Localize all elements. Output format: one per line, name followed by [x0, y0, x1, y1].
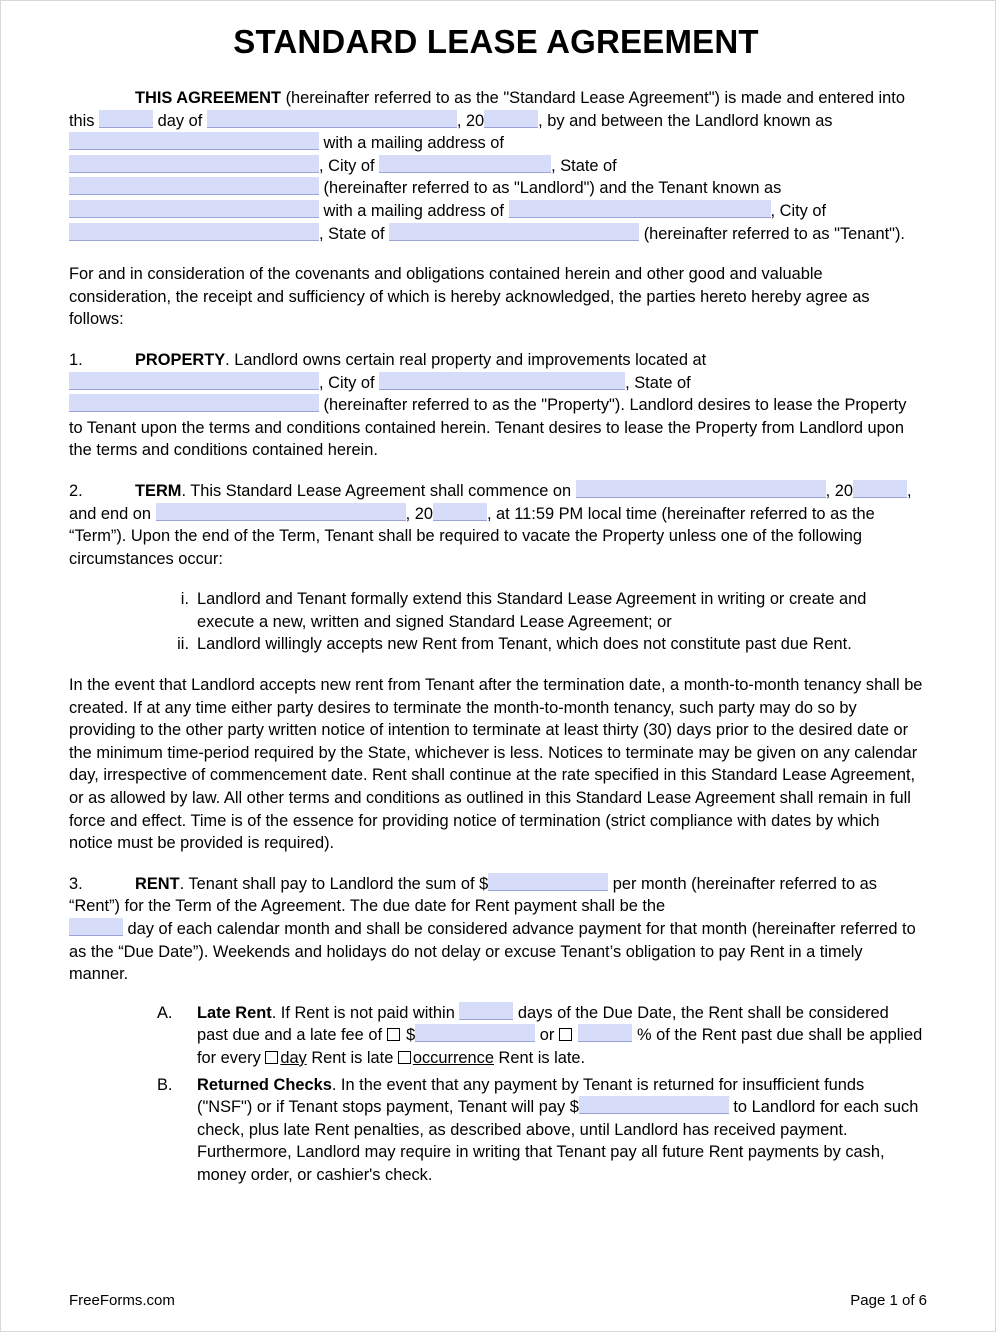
returned-checks-text-2: to Landlord for each such check, plus late Rent penalties, as described above, until Landlord has received payment. Furthermore, Landlord may require in writing that Tenant pay all future Rent payments by cash, money order, or cashier's check. — [197, 1098, 919, 1184]
field-rent-amount[interactable] — [488, 873, 608, 891]
list-item — [69, 633, 923, 656]
list-text: Landlord and Tenant formally extend this Standard Lease Agreement in writing or create and execute a new, written and signed Standard Lease Agreement; or — [197, 590, 867, 631]
intro-text-7: , State of — [551, 156, 617, 175]
late-rent-text-1: . If Rent is not paid within — [271, 1003, 460, 1022]
field-tenant-name[interactable] — [69, 200, 319, 218]
page-title: STANDARD LEASE AGREEMENT — [233, 23, 759, 60]
term-text-4: , 20 — [405, 504, 433, 523]
field-late-fee-percent[interactable] — [578, 1024, 632, 1042]
intro-lead: THIS AGREEMENT — [135, 89, 282, 107]
section-rent — [69, 873, 923, 986]
section-term — [69, 480, 923, 570]
subsection-heading-returned-checks: Returned Checks — [197, 1075, 332, 1094]
intro-text-1: (hereinafter referred to as the "Standard Lease Agreement") is made and entered into this — [69, 89, 905, 130]
term-text-1: . This Standard Lease Agreement shall commence on — [181, 481, 576, 500]
consideration-paragraph: For and in consideration of the covenants and obligations contained herein and other good and valuable consideration, the receipt and sufficiency of which is hereby acknowledged, the parties hereto hereby agree as follows: — [69, 265, 870, 329]
property-text-3: , State of — [625, 373, 691, 392]
term-month-to-month-paragraph: In the event that Landlord accepts new rent from Tenant after the termination date, a month-to-month tenancy shall be created. If at any time either party desires to terminate the month-to-month tenancy, such party may do so by providing to the other party written notice of intention to terminate at least thirty (30) days prior to the desired date or the minimum time-period required by the State, whichever is less. Notices to terminate may be given on any calendar day, irrespective of commencement date. Rent shall continue at the rate specified in this Standard Lease Agreement, or as allowed by law. All other terms and conditions as outlined in this Standard Lease Agreement shall remain in full force and effect. Time is of the essence for providing notice of termination (strict compliance with dates by which notice must be provided is required). — [69, 676, 923, 853]
list-item — [69, 588, 923, 633]
field-term-start-date[interactable] — [576, 480, 826, 498]
intro-text-3: , 20 — [456, 111, 485, 130]
field-tenant-state[interactable] — [389, 223, 639, 241]
intro-text-5: with a mailing address of — [319, 134, 504, 153]
list-item — [69, 1002, 923, 1070]
intro-text-8: (hereinafter referred to as "Landlord") and the Tenant known as — [319, 179, 782, 198]
field-late-rent-days[interactable] — [459, 1002, 513, 1020]
intro-text-10: , City of — [770, 201, 827, 220]
field-property-state[interactable] — [69, 394, 319, 412]
section-number-property: 1. — [69, 350, 83, 369]
subsection-heading-late-rent: Late Rent — [197, 1003, 272, 1022]
property-text-2: , City of — [319, 373, 380, 392]
rent-text-2: per month (hereinafter referred to as “Rent”) for the Term of the Agreement. The due date for Rent payment shall be the — [69, 874, 877, 916]
field-term-start-year[interactable] — [853, 480, 907, 498]
property-text-1: . Landlord owns certain real property and improvements located at — [225, 350, 707, 369]
section-heading-property: PROPERTY — [135, 350, 226, 369]
intro-text-4: , by and between the Landlord known as — [538, 111, 833, 130]
field-tenant-address[interactable] — [509, 200, 771, 218]
field-late-fee-amount[interactable] — [415, 1024, 535, 1042]
field-term-end-date[interactable] — [156, 503, 406, 521]
checkbox-late-fee-amount[interactable] — [387, 1028, 400, 1041]
field-landlord-address[interactable] — [69, 155, 319, 173]
field-landlord-city[interactable] — [379, 155, 551, 173]
intro-text-6: , City of — [319, 156, 380, 175]
list-marker: ii. — [177, 635, 189, 654]
field-property-city[interactable] — [379, 372, 625, 390]
section-heading-term: TERM — [135, 481, 182, 500]
list-item — [69, 1074, 923, 1187]
section-number-rent: 3. — [69, 874, 83, 893]
term-text-5: , at 11:59 PM local time (hereinafter referred to as the “Term”). Upon the end of the Term, Tenant shall be required to vacate the Property unless one of the following circumstances occur: — [69, 504, 875, 568]
section-property — [69, 349, 923, 462]
intro-text-2: day of — [153, 111, 207, 130]
property-text-4: (hereinafter referred to as the "Property"). Landlord desires to lease the Property to Tenant upon the terms and conditions contained herein. Tenant desires to lease the Property from Landlord upon the terms and conditions contained herein. — [69, 396, 907, 460]
intro-paragraph — [69, 87, 923, 245]
field-property-address[interactable] — [69, 372, 319, 390]
field-year[interactable] — [484, 110, 538, 128]
returned-checks-text-1: . In the event that any payment by Tenant is returned for insufficient funds ("NSF") or if Tenant stops payment, Tenant will pay $ — [197, 1075, 865, 1117]
late-rent-text-6: % of the Rent past due shall be applied for every — [197, 1026, 923, 1067]
term-circumstances-list — [69, 588, 923, 656]
page-footer — [69, 1292, 927, 1309]
document-content — [69, 23, 923, 1191]
list-text: Landlord willingly accepts new Rent from Tenant, which does not constitute past due Rent. — [197, 635, 852, 654]
late-rent-text-3: $ — [401, 1026, 416, 1045]
list-marker: A. — [157, 1003, 173, 1022]
late-rent-text-8: Rent is late — [306, 1048, 398, 1067]
field-tenant-city[interactable] — [69, 223, 319, 241]
list-marker: i. — [180, 590, 189, 609]
field-day[interactable] — [99, 110, 153, 128]
footer-page-number: Page 1 of 6 — [850, 1292, 927, 1309]
field-landlord-state[interactable] — [69, 177, 319, 195]
field-rent-due-day[interactable] — [69, 918, 123, 936]
list-marker: B. — [157, 1075, 173, 1094]
intro-text-9: with a mailing address of — [319, 201, 509, 220]
checkbox-per-day[interactable] — [265, 1051, 278, 1064]
term-text-3: , and end on — [69, 481, 912, 523]
rent-subsections-list — [69, 1002, 923, 1187]
footer-source: FreeForms.com — [69, 1292, 175, 1309]
intro-text-11: , State of — [319, 224, 390, 243]
section-heading-rent: RENT — [135, 874, 180, 893]
rent-text-3: day of each calendar month and shall be considered advance payment for that month (hereinafter referred to as the “Due Date”). Weekends and holidays do not delay or excuse Tenant’s obligation to pay Rent in a timely manner. — [69, 920, 916, 984]
field-nsf-fee[interactable] — [579, 1096, 729, 1114]
intro-text-12: (hereinafter referred to as "Tenant"). — [639, 224, 905, 243]
late-rent-text-4: or — [535, 1026, 559, 1045]
rent-text-1: . Tenant shall pay to Landlord the sum of $ — [179, 874, 489, 893]
late-rent-text-2: days of the Due Date, the Rent shall be considered past due and a late fee of — [197, 1003, 889, 1045]
checkbox-per-occurrence[interactable] — [398, 1051, 411, 1064]
field-month[interactable] — [207, 110, 457, 128]
field-landlord-name[interactable] — [69, 132, 319, 150]
checkbox-late-fee-percent[interactable] — [559, 1028, 572, 1041]
section-number-term: 2. — [69, 481, 83, 500]
field-term-end-year[interactable] — [433, 503, 487, 521]
late-rent-occurrence-label: occurrence — [412, 1048, 494, 1067]
late-rent-text-10: Rent is late. — [493, 1048, 586, 1067]
late-rent-day-label: day — [280, 1048, 307, 1067]
term-text-2: , 20 — [825, 481, 853, 500]
